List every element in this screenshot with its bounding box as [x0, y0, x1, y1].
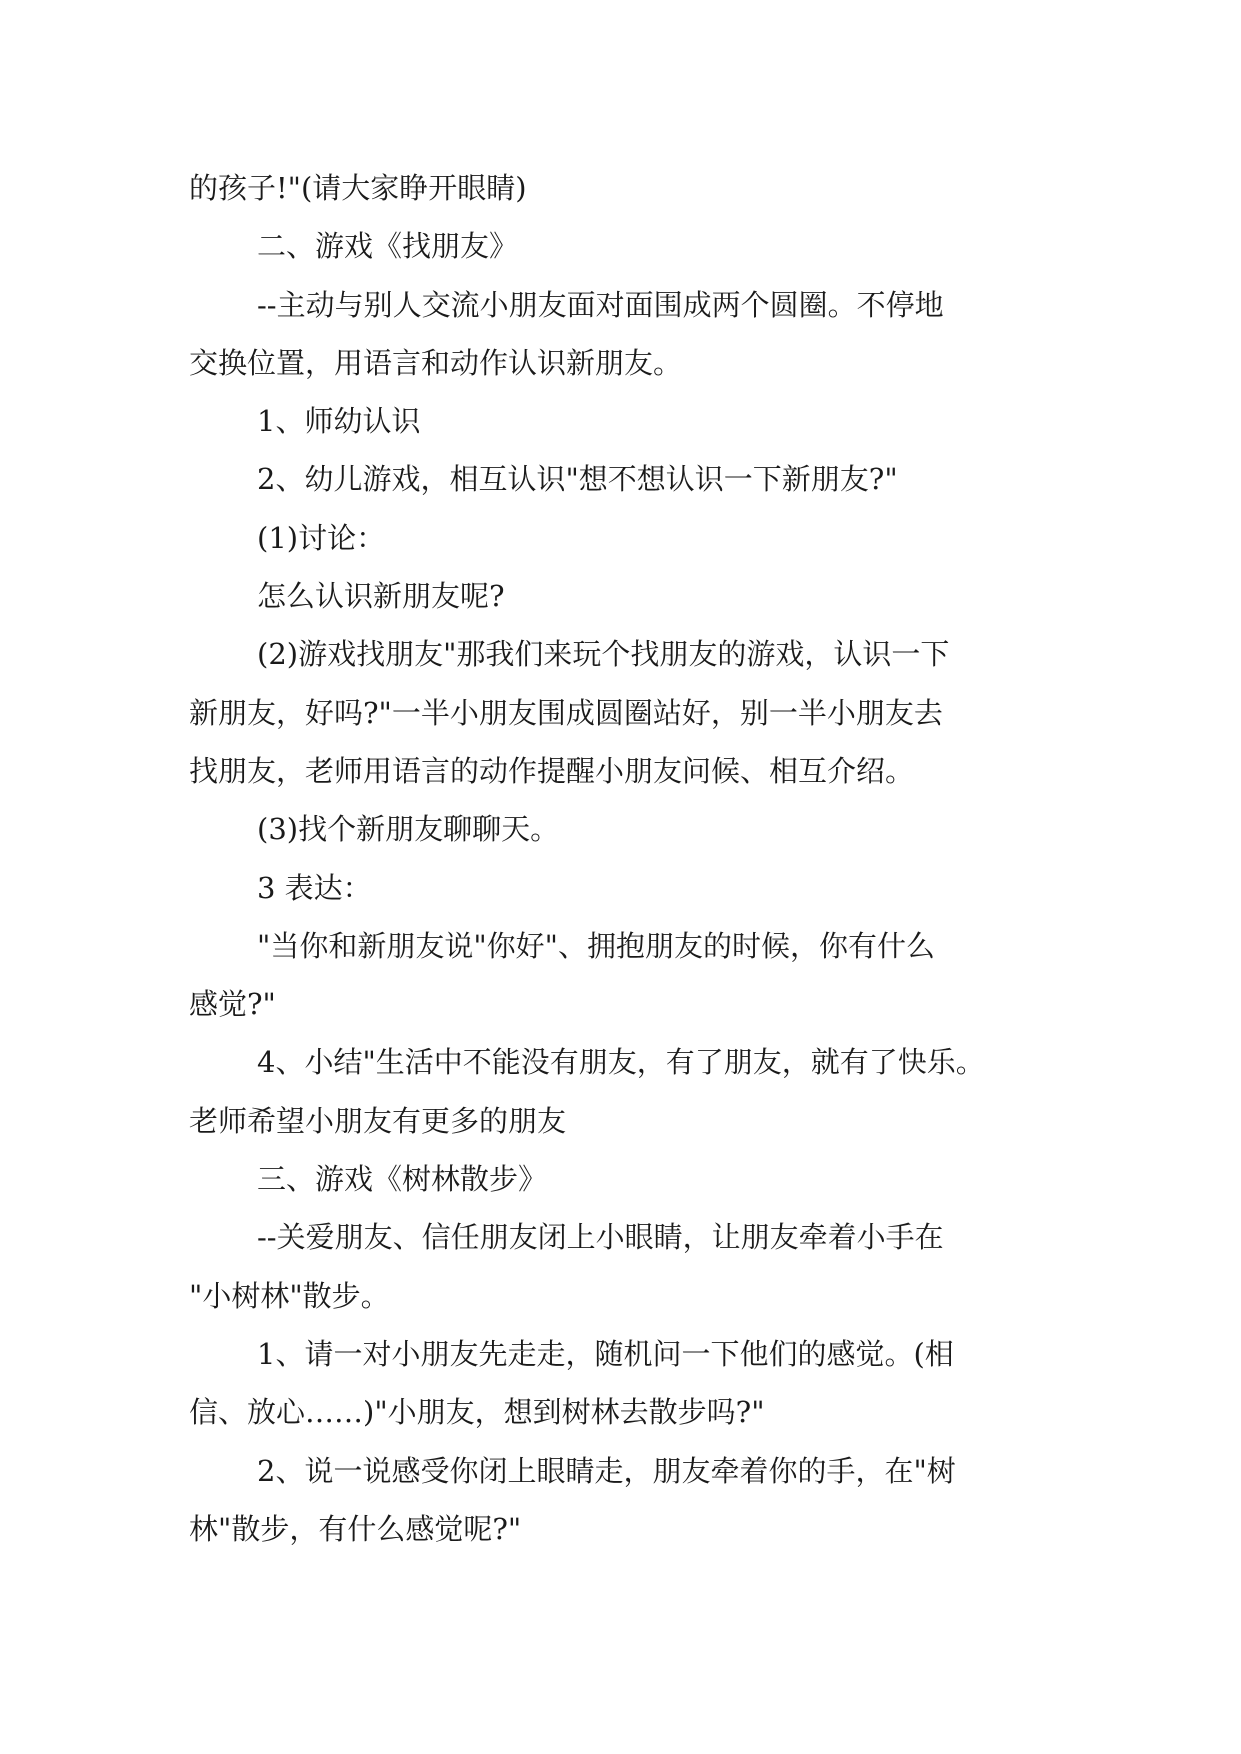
text-line-13: 3 表达： [257, 870, 372, 905]
text-line-11: 找朋友，老师用语言的动作提醒小朋友问候、相互介绍。 [189, 753, 915, 788]
text-line-3: --主动与别人交流小朋友面对面围成两个圆圈。不停地 [257, 287, 944, 322]
document-body [189, 159, 1059, 1558]
text-line-10: 新朋友，好吗?"一半小朋友围成圆圈站好，别一半小朋友去 [189, 695, 943, 730]
text-line-12: (3)找个新朋友聊聊天。 [257, 812, 560, 847]
text-line-17: 老师希望小朋友有更多的朋友 [189, 1103, 567, 1138]
text-line-1: 的孩子!"(请大家睁开眼睛) [189, 171, 527, 205]
text-line-14: "当你和新朋友说"你好"、拥抱朋友的时候，你有什么 [257, 928, 936, 963]
text-line-20: "小树林"散步。 [189, 1278, 390, 1313]
text-line-4: 交换位置，用语言和动作认识新朋友。 [189, 345, 683, 380]
text-line-22: 信、放心……)"小朋友，想到树林去散步吗?" [189, 1395, 765, 1430]
section-heading-2: 二、游戏《找朋友》 [257, 229, 519, 264]
text-line-15: 感觉?" [189, 987, 276, 1022]
text-line-6: 2、幼儿游戏，相互认识"想不想认识一下新朋友?" [257, 462, 898, 497]
text-line-19: --关爱朋友、信任朋友闭上小眼睛，让朋友牵着小手在 [257, 1220, 944, 1255]
text-line-16: 4、小结"生活中不能没有朋友，有了朋友，就有了快乐。 [257, 1045, 985, 1080]
text-line-8: 怎么认识新朋友呢? [257, 579, 505, 614]
section-heading-3: 三、游戏《树林散步》 [257, 1162, 548, 1197]
text-line-23: 2、说一说感受你闭上眼睛走，朋友牵着你的手，在"树 [257, 1453, 956, 1488]
text-line-24: 林"散步，有什么感觉呢?" [189, 1511, 522, 1546]
text-line-5: 1、师幼认识 [257, 404, 421, 439]
text-line-7: (1)讨论： [257, 520, 386, 555]
text-line-21: 1、请一对小朋友先走走，随机问一下他们的感觉。(相 [257, 1336, 954, 1371]
text-line-9: (2)游戏找朋友"那我们来玩个找朋友的游戏，认识一下 [257, 637, 950, 672]
